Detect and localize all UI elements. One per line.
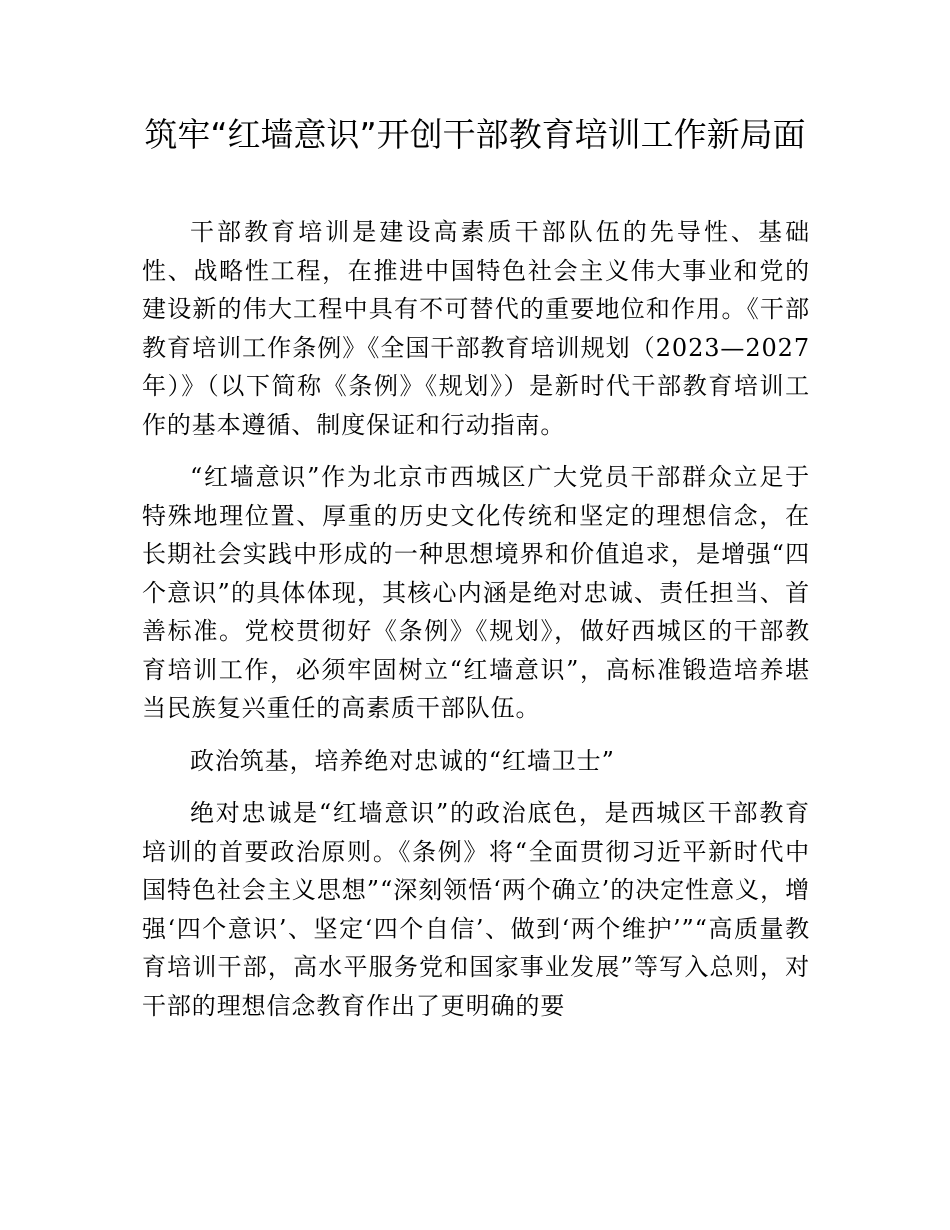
- document-title: 筑牢“红墙意识”开创干部教育培训工作新局面: [144, 115, 806, 154]
- paragraph-red-wall-awareness: “红墙意识”作为北京市西城区广大党员干部群众立足于特殊地理位置、厚重的历史文化传统和坚定的理想信念，在长期社会实践中形成的一种思想境界和价值追求，是增强“四个意识”的具体体现，其核心内涵是绝对忠诚、责任担当、首善标准。党校贯彻好《条例》《规划》，做好西城区的干部教育培训工作，必须牢固树立“红墙意识”，高标准锻造培养堪当民族复兴重任的高素质干部队伍。: [142, 463, 810, 722]
- paragraph-intro: 干部教育培训是建设高素质干部队伍的先导性、基础性、战略性工程，在推进中国特色社会主义伟大事业和党的建设新的伟大工程中具有不可替代的重要地位和作用。《干部教育培训工作条例》《全国干部教育培训规划（2023—2027年）》（以下简称《条例》《规划》）是新时代干部教育培训工作的基本遵循、制度保证和行动指南。: [142, 218, 810, 439]
- document-body: [142, 213, 810, 1039]
- section-heading-political-foundation: 政治筑基，培养绝对忠诚的“红墙卫士”: [190, 746, 615, 775]
- paragraph-absolute-loyalty: 绝对忠诚是“红墙意识”的政治底色，是西城区干部教育培训的首要政治原则。《条例》将“全面贯彻习近平新时代中国特色社会主义思想”“深刻领悟‘两个确立’的决定性意义，增强‘四个意识’、坚定‘四个自信’、做到‘两个维护’”“高质量教育培训干部，高水平服务党和国家事业发展”等写入总则，对干部的理想信念教育作出了更明确的要: [142, 799, 810, 1020]
